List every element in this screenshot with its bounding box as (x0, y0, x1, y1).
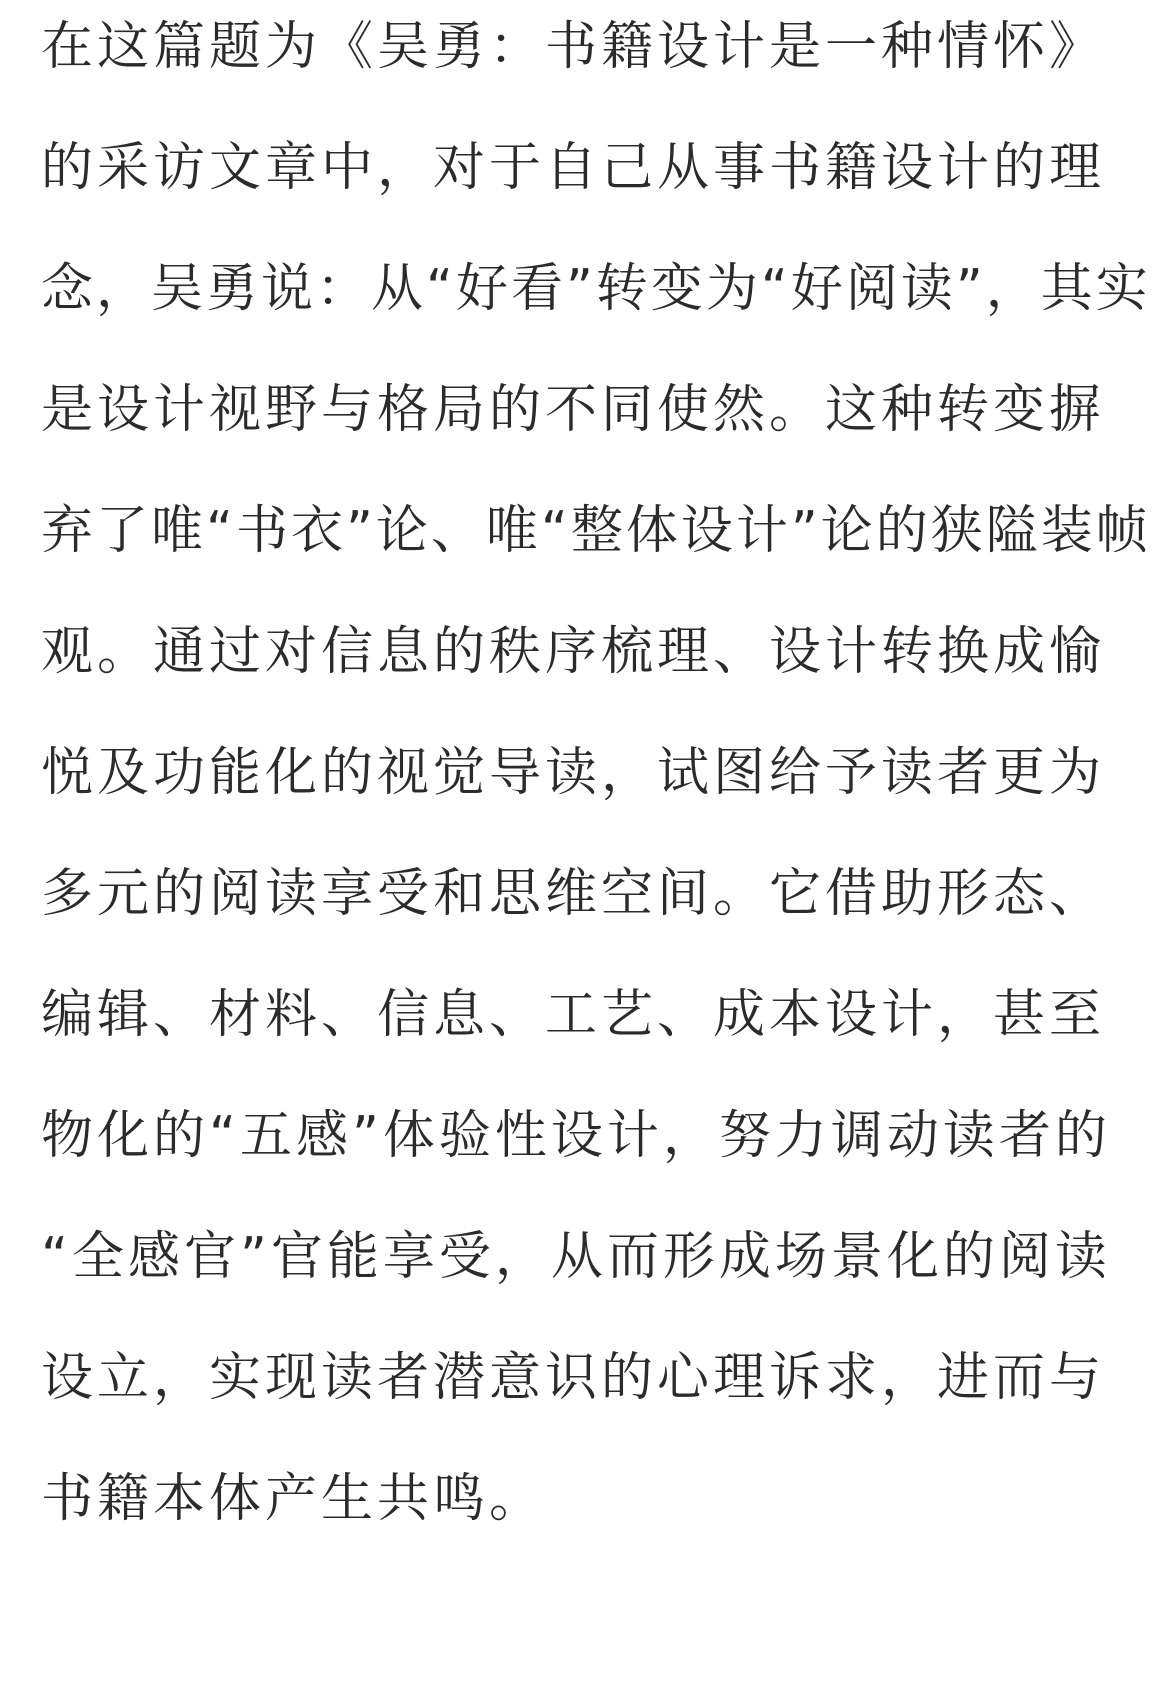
paragraph-line-11: “全感官”官能享受，从而形成场景化的阅读 (41, 1227, 1111, 1287)
paragraph-line-10: 物化的“五感”体验性设计，努力调动读者的 (41, 1106, 1111, 1166)
paragraph-line-2: 的采访文章中，对于自己从事书籍设计的理 (41, 138, 1106, 198)
paragraph-line-4: 是设计视野与格局的不同使然。这种转变摒 (41, 380, 1106, 440)
paragraph-line-6: 观。通过对信息的秩序梳理、设计转换成愉 (41, 622, 1106, 682)
paragraph-line-12: 设立，实现读者潜意识的心理诉求，进而与 (41, 1348, 1106, 1408)
paragraph-line-3: 念，吴勇说：从“好看”转变为“好阅读”，其实 (41, 259, 1151, 319)
paragraph-line-13: 书籍本体产生共鸣。 (41, 1469, 546, 1529)
paragraph-line-7: 悦及功能化的视觉导读，试图给予读者更为 (41, 743, 1106, 803)
paragraph-line-5: 弃了唯“书衣”论、唯“整体设计”论的狭隘装帧 (41, 501, 1151, 561)
paragraph-line-1: 在这篇题为《吴勇：书籍设计是一种情怀》 (41, 17, 1106, 77)
paragraph-line-8: 多元的阅读享受和思维空间。它借助形态、 (41, 864, 1106, 924)
paragraph-line-9: 编辑、材料、信息、工艺、成本设计，甚至 (41, 985, 1106, 1045)
